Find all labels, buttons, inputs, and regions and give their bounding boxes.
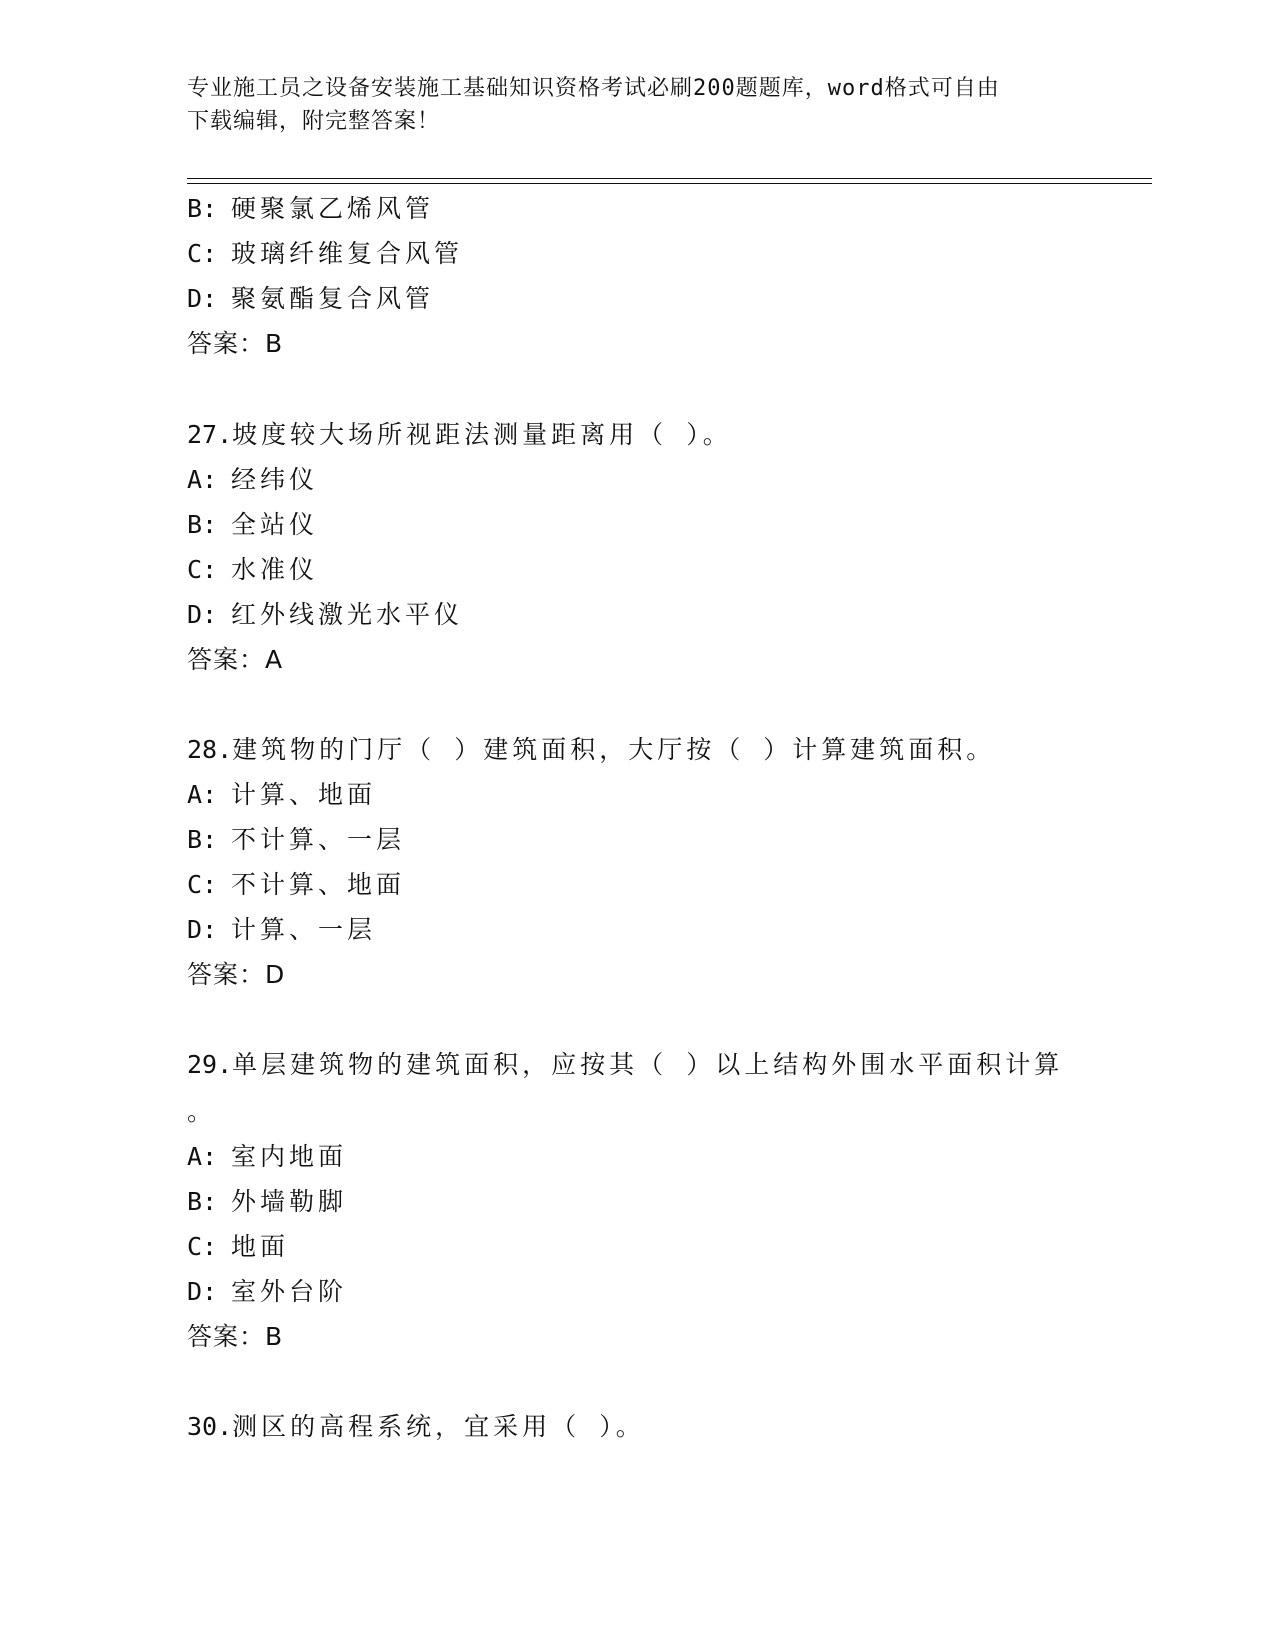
q27-question <box>187 420 732 450</box>
q29-question <box>187 1050 1063 1080</box>
option-key: A: <box>187 780 218 809</box>
option-key: B: <box>187 194 218 223</box>
option-key: D: <box>187 284 218 313</box>
q29-question-continuation: 。 <box>187 1097 217 1126</box>
question-text: 测区的高程系统，宜采用（ ）。 <box>232 1412 645 1441</box>
option-key: D: <box>187 1277 218 1306</box>
option-text: 玻璃纤维复合风管 <box>231 239 464 268</box>
option-key: B: <box>187 825 218 854</box>
option-key: C: <box>187 555 218 584</box>
header-divider-bottom <box>187 183 1152 184</box>
option-text: 室外台阶 <box>231 1277 348 1306</box>
q26-option-d <box>187 284 434 314</box>
q29-option-d <box>187 1277 347 1307</box>
q27-option-c <box>187 555 318 585</box>
question-number: 27. <box>187 420 233 449</box>
q26-answer: 答案：B <box>187 329 284 358</box>
q28-option-d <box>187 915 376 945</box>
q29-option-a <box>187 1142 347 1172</box>
option-key: D: <box>187 915 218 944</box>
option-text: 水准仪 <box>231 555 319 584</box>
option-key: A: <box>187 465 218 494</box>
question-text: 单层建筑物的建筑面积，应按其（ ）以上结构外围水平面积计算 <box>232 1050 1064 1079</box>
option-key: C: <box>187 239 218 268</box>
header-divider-top <box>187 178 1152 179</box>
option-text: 不计算、一层 <box>231 825 406 854</box>
option-key: B: <box>187 1187 218 1216</box>
option-key: C: <box>187 870 218 899</box>
q26-option-c <box>187 239 463 269</box>
option-text: 外墙勒脚 <box>231 1187 348 1216</box>
option-text: 室内地面 <box>231 1142 348 1171</box>
header-line-2: 下载编辑，附完整答案！ <box>187 109 441 134</box>
q27-option-a <box>187 465 318 495</box>
option-text: 计算、一层 <box>231 915 377 944</box>
q27-option-b <box>187 510 318 540</box>
option-key: D: <box>187 600 218 629</box>
q28-option-c <box>187 870 405 900</box>
question-number: 28. <box>187 735 233 764</box>
document-header <box>187 72 1087 138</box>
q28-option-b <box>187 825 405 855</box>
question-number: 30. <box>187 1412 233 1441</box>
option-text: 红外线激光水平仪 <box>231 600 464 629</box>
header-line-1: 专业施工员之设备安装施工基础知识资格考试必刷200题题库，word格式可自由 <box>187 76 1000 101</box>
option-text: 地面 <box>231 1232 290 1261</box>
q29-option-c <box>187 1232 289 1262</box>
q28-answer: 答案：D <box>187 960 286 989</box>
q27-answer: 答案：A <box>187 645 284 674</box>
option-text: 计算、地面 <box>231 780 377 809</box>
q27-option-d <box>187 600 463 630</box>
option-text: 全站仪 <box>231 510 319 539</box>
q26-option-b <box>187 194 434 224</box>
option-text: 聚氨酯复合风管 <box>231 284 435 313</box>
q29-option-b <box>187 1187 347 1217</box>
q29-answer: 答案：B <box>187 1322 284 1351</box>
option-key: A: <box>187 1142 218 1171</box>
option-text: 硬聚氯乙烯风管 <box>231 194 435 223</box>
option-text: 不计算、地面 <box>231 870 406 899</box>
question-number: 29. <box>187 1050 233 1079</box>
option-key: B: <box>187 510 218 539</box>
q28-question <box>187 735 995 765</box>
q28-option-a <box>187 780 376 810</box>
option-text: 经纬仪 <box>231 465 319 494</box>
q30-question <box>187 1412 645 1442</box>
question-text: 坡度较大场所视距法测量距离用（ ）。 <box>232 420 732 449</box>
option-key: C: <box>187 1232 218 1261</box>
question-text: 建筑物的门厅（ ）建筑面积，大厅按（ ）计算建筑面积。 <box>232 735 996 764</box>
